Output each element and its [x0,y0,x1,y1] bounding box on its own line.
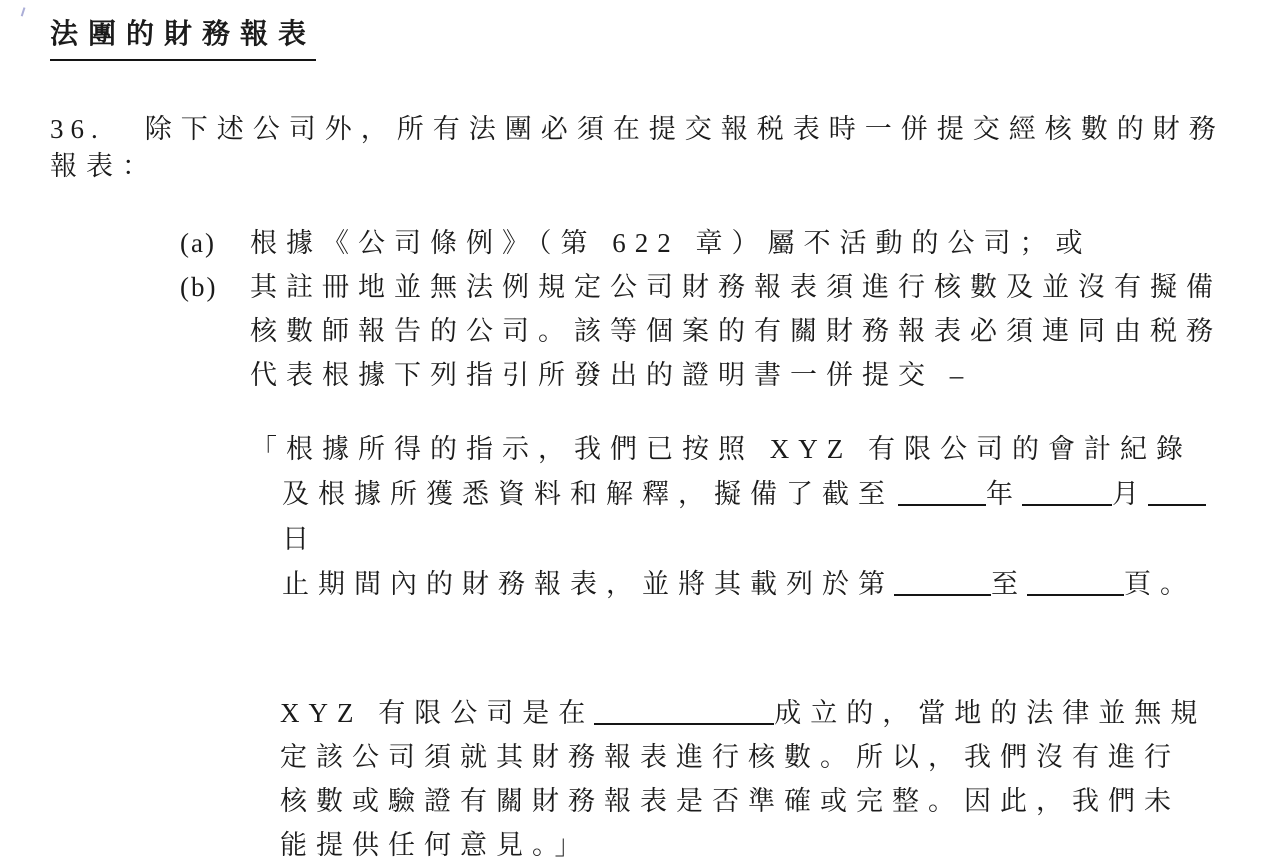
statement-quote [280,691,1238,867]
item-a-text: 根據《公司條例》（第 622 章）屬不活動的公司；或 [250,227,1092,258]
statement-line2: 定該公司須就其財務報表進行核數。所以，我們沒有進行 [280,741,1180,772]
exception-list [50,221,1238,397]
page-label: 頁。 [1124,568,1196,599]
certificate-line2-text: 及根據所獲悉資料和解釋，擬備了截至 [282,478,894,509]
section-title-text: 法團的財務報表 [50,16,316,61]
day-label: 日 [282,523,318,554]
certificate-line2 [282,472,1238,562]
list-item-b [50,265,1238,397]
paragraph-36-text-line2: 報表： [50,150,158,181]
place-blank-field [594,721,774,725]
item-b-text [250,265,1238,397]
section-title [50,16,1238,61]
month-label: 月 [1112,478,1148,509]
item-b-line1: 其註冊地並無法例規定公司財務報表須進行核數及並沒有擬備 [250,271,1222,302]
quote-open-bracket: 「 [250,433,286,464]
item-b-line3: 代表根據下列指引所發出的證明書一併提交 – [250,359,973,390]
statement-line3: 核數或驗證有關財務報表是否準確或完整。因此，我們未 [280,785,1180,816]
document-body [50,16,1238,867]
page-from-blank-field [894,592,991,596]
paragraph-36 [50,111,1238,185]
year-label: 年 [986,478,1022,509]
certificate-quote [250,427,1238,607]
statement-line1-pre: XYZ 有限公司是在 [280,697,595,728]
item-b-label: (b) [180,271,218,302]
certificate-line1 [250,427,1238,472]
to-label: 至 [991,568,1027,599]
statement-line1 [280,691,1238,735]
certificate-line3 [282,562,1238,607]
statement-line4: 能提供任何意見。」 [280,829,591,860]
item-a-label: (a) [180,227,216,258]
day-blank-field [1148,502,1206,506]
statement-line1-post: 成立的，當地的法律並無規 [774,697,1207,728]
list-item-a [50,221,1238,265]
paragraph-36-line [50,111,1238,148]
month-blank-field [1022,502,1112,506]
certificate-line3-text: 止期間內的財務報表，並將其載列於第 [282,568,894,599]
paragraph-36-text-line1: 除下述公司外，所有法團必須在提交報税表時一併提交經核數的財務 [144,113,1225,144]
scan-artifact-mark [21,7,29,17]
year-blank-field [898,502,986,506]
page-to-blank-field [1027,592,1124,596]
certificate-line1-text: 根據所得的指示，我們已按照 XYZ 有限公司的會計紀錄 [286,433,1192,464]
paragraph-number: 36. [50,113,105,144]
item-b-line2: 核數師報告的公司。該等個案的有關財務報表必須連同由税務 [250,315,1222,346]
